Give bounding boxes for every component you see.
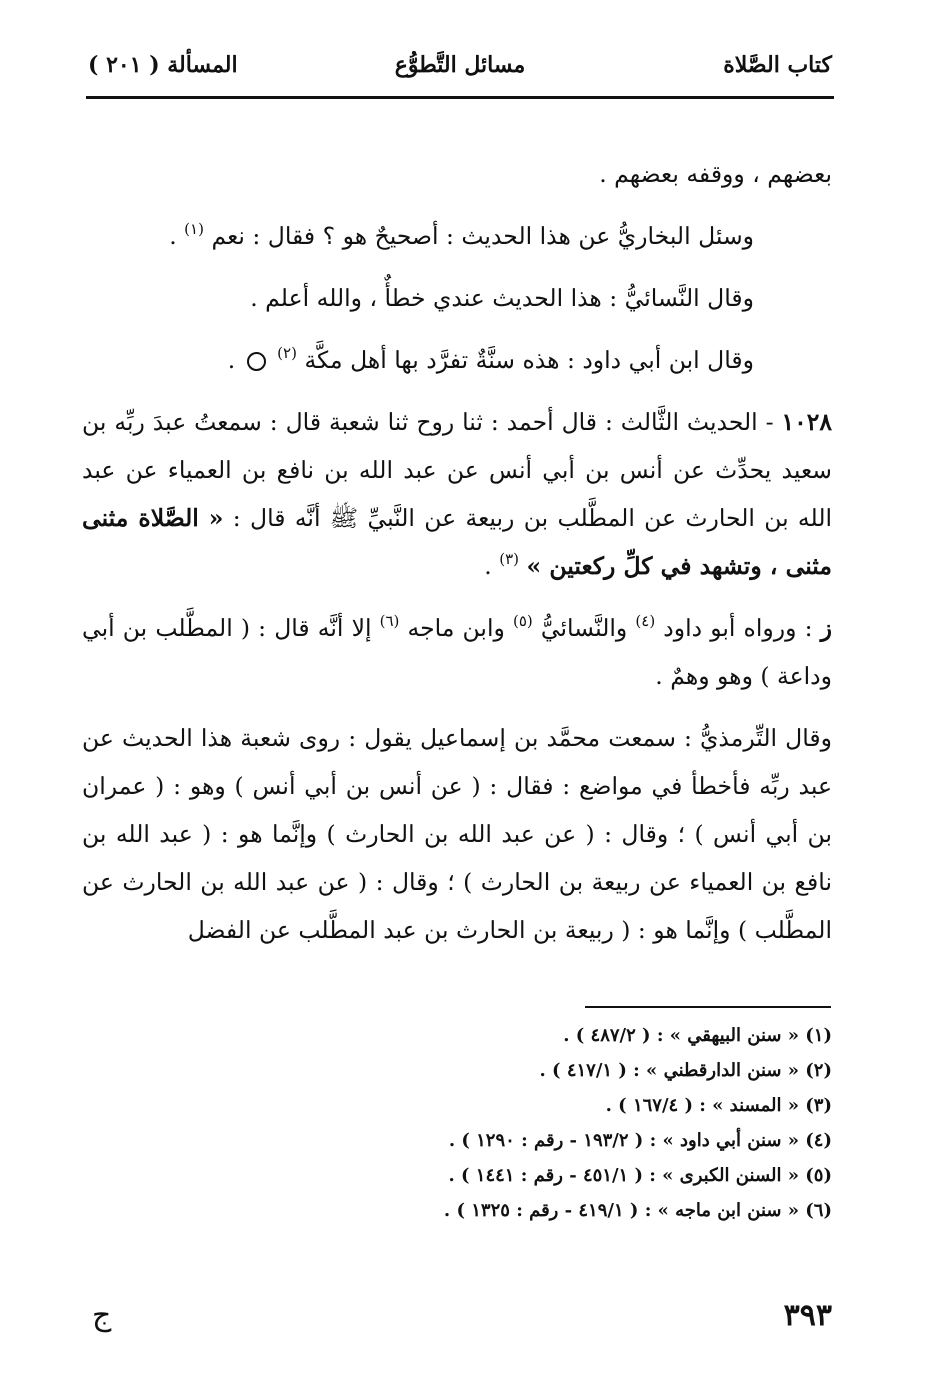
paragraph-5-text: - الحديث الثَّالث : قال أحمد : ثنا روح ثنا شعبة قال : سمعتُ عبدَ ربِّه بن سعيد يحدِّث عن أنس بن أبي أنس عن عبد الله بن نافع بن العمياء عن عبد الله بن الحارث عن المطَّلب بن ربيعة عن النَّبيِّ ﷺ أنَّه قال :	[82, 408, 833, 532]
paragraph-2-text: وسئل البخاريُّ عن هذا الحديث : أصحيحٌ هو ؟ فقال : نعم	[211, 222, 754, 250]
chapter-title: مسائل التَّطوُّع	[394, 52, 526, 78]
book-title: كتاب الصَّلاة	[723, 52, 832, 78]
paragraph-6-text-a: : ورواه أبو داود	[663, 614, 821, 642]
paragraph-1-text: بعضهم ، ووقفه بعضهم .	[599, 160, 832, 188]
paragraph-6	[82, 604, 832, 700]
paragraph-3	[82, 274, 832, 322]
paragraph-6-text-b: والنَّسائيُّ	[540, 614, 636, 642]
paragraph-4-end: .	[227, 346, 243, 374]
footnote-rule	[585, 1006, 831, 1008]
footnote-ref-2[interactable]: (٢)	[277, 344, 297, 362]
footnote-4: (٤) « سنن أبي داود » : ( ١٩٣/٢ - رقم : ١٢٩٠ ) .	[448, 1130, 832, 1151]
footnotes	[272, 1018, 832, 1228]
footnote-1: (١) « سنن البيهقي » : ( ٤٨٧/٢ ) .	[563, 1025, 832, 1046]
footnote-2: (٢) « سنن الدارقطني » : ( ٤١٧/١ ) .	[539, 1060, 832, 1081]
footnote-ref-1[interactable]: (١)	[184, 220, 204, 238]
paragraph-7-text: وقال التِّرمذيُّ : سمعت محمَّد بن إسماعيل يقول : روى شعبة هذا الحديث عن عبد ربِّه فأخطأ في مواضع : فقال : ( عن أنس بن أبي أنس ) وهو : ( عمران بن أبي أنس ) ؛ وقال : ( عن عبد الله بن الحارث ) وإنَّما هو : ( عبد الله بن نافع بن العمياء عن ربيعة بن الحارث ) ؛ وقال : ( عن عبد الله بن الحارث عن المطَّلب ) وإنَّما هو : ( ربيعة بن الحارث بن عبد المطَّلب عن الفضل	[82, 724, 832, 944]
paragraph-3-text: وقال النَّسائيُّ : هذا الحديث عندي خطأٌ ، والله أعلم .	[250, 284, 754, 312]
signature-mark: ج	[92, 1298, 112, 1333]
footnote-3: (٣) « المسند » : ( ١٦٧/٤ ) .	[605, 1095, 832, 1116]
hadith-quote: « الصَّلاة مثنى مثنى ، وتشهد في كلِّ ركعتين »	[82, 504, 832, 580]
hadith-number: ١٠٢٨	[781, 408, 832, 436]
paragraph-4	[82, 336, 832, 384]
paragraph-2-end: .	[169, 222, 185, 250]
paragraph-4-text: وقال ابن أبي داود : هذه سنَّةٌ تفرَّد بها أهل مكَّة	[304, 346, 754, 374]
paragraph-1	[82, 150, 832, 198]
footnote-ref-5[interactable]: (٥)	[512, 612, 533, 630]
header-rule	[86, 96, 834, 99]
end-circle-icon	[247, 352, 266, 371]
issue-label: المسألة ( ٢٠١ )	[88, 52, 238, 78]
footnote-5: (٥) « السنن الكبرى » : ( ٤٥١/١ - رقم : ١٤٤١ ) .	[448, 1165, 832, 1186]
main-text	[82, 150, 832, 954]
footnote-ref-4[interactable]: (٤)	[635, 612, 656, 630]
paragraph-2	[82, 212, 832, 260]
page-number: ٣٩٣	[783, 1298, 832, 1333]
paragraph-7	[82, 714, 832, 954]
footnote-ref-6[interactable]: (٦)	[379, 612, 400, 630]
addition-mark: ز	[820, 614, 832, 642]
paragraph-6-text-c: وابن ماجه	[407, 614, 513, 642]
footnote-ref-3[interactable]: (٣)	[499, 550, 520, 568]
paragraph-6-text-d: إلا أنَّه قال : ( المطَّلب بن أبي وداعة ) وهو وهمٌ .	[82, 614, 832, 690]
paragraph-5-end: .	[484, 552, 500, 580]
footnote-6: (٦) « سنن ابن ماجه » : ( ٤١٩/١ - رقم : ١٣٢٥ ) .	[443, 1200, 832, 1221]
paragraph-5	[82, 398, 832, 590]
page-header	[88, 52, 832, 92]
